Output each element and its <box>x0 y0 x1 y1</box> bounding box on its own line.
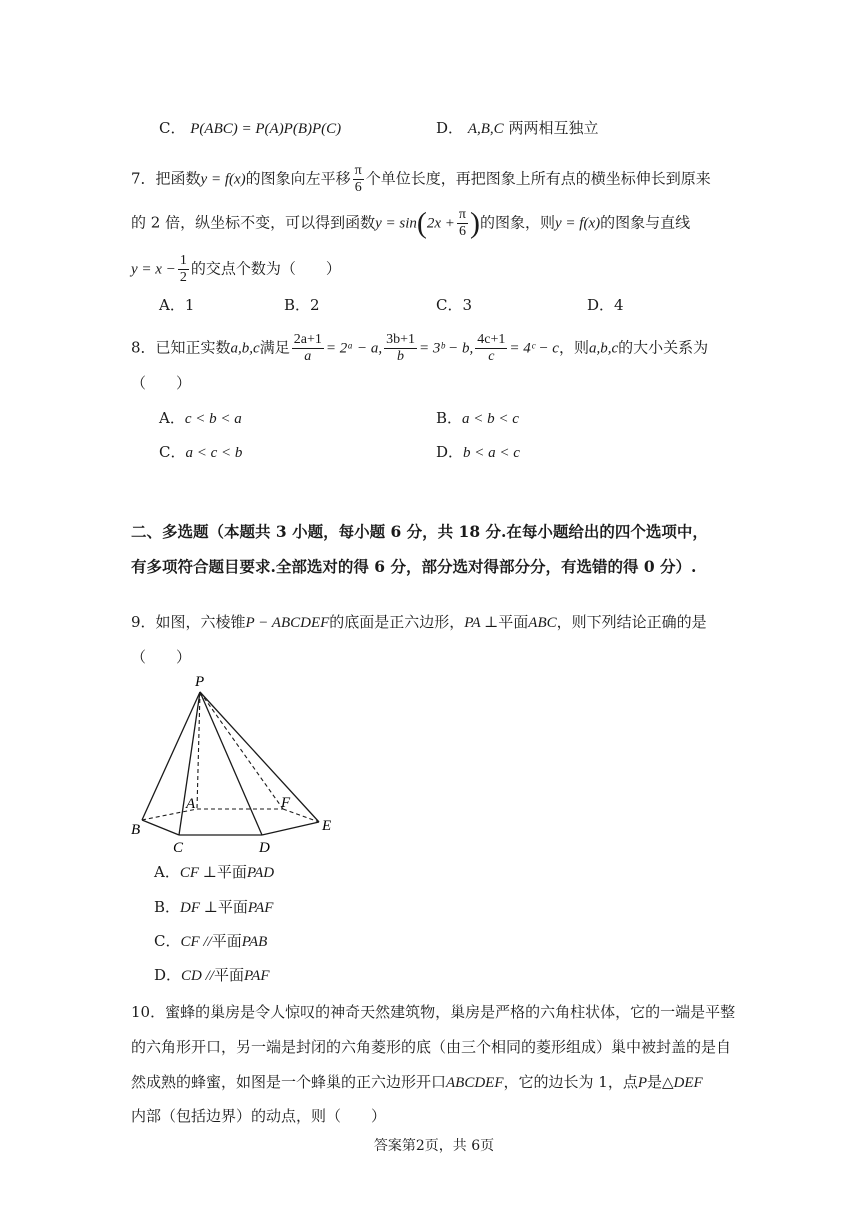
option-label: C． <box>159 119 186 137</box>
q7-line1 <box>131 163 711 196</box>
numerator: π <box>458 207 466 222</box>
option-label: C． <box>154 932 181 950</box>
q7-option-a: A．1 <box>159 296 195 314</box>
q10-line4: 内部（包括边界）的动点，则（ ） <box>131 1107 387 1125</box>
q9-line2: （ ） <box>131 648 192 666</box>
option-math: PAF <box>243 968 270 984</box>
text: 的图象与直线 <box>600 213 691 232</box>
math: ABC <box>528 615 557 631</box>
denominator: 6 <box>354 180 362 195</box>
q8-option-c <box>159 442 242 463</box>
numerator: 4c+1 <box>477 332 506 347</box>
section2-heading-line2: 有多项符合题目要求.全部选对的得 6 分，部分选对得部分分，有选错的得 0 分）. <box>131 557 697 576</box>
option-label: A． <box>159 409 185 427</box>
denominator: a <box>304 349 312 364</box>
denominator: c <box>488 349 495 364</box>
option-label: A． <box>154 863 180 881</box>
text: ，则下列结论正确的是 <box>556 613 707 631</box>
vertex-label-p: P <box>195 674 205 690</box>
q9-option-c <box>154 931 267 952</box>
edge-pe <box>200 692 319 822</box>
pyramid-figure <box>125 668 345 858</box>
text: 9．如图，六棱锥 <box>131 613 246 631</box>
q8-line1 <box>131 332 708 365</box>
math: = 4ᶜ − c <box>509 340 559 357</box>
option-math: PAB <box>241 934 268 950</box>
vertex-label-f: F <box>281 795 291 811</box>
fraction <box>475 332 507 365</box>
option-label: D． <box>436 119 464 137</box>
math: P − ABCDEF <box>245 615 330 631</box>
option-math: a < b < c <box>462 411 519 427</box>
text: ，则 <box>558 338 589 357</box>
option-math: a < c < b <box>185 445 243 461</box>
vertex-label-b: B <box>131 822 141 838</box>
option-math: PAD <box>246 865 275 881</box>
q8-line2: （ ） <box>131 374 192 392</box>
option-math: PAF <box>247 900 274 916</box>
numerator: π <box>354 163 362 178</box>
q10-line1: 10．蜜蜂的巢房是令人惊叹的神奇天然建筑物，巢房是严格的六角柱状体，它的一端是平整 <box>131 1003 736 1021</box>
math: ABCDEF <box>446 1075 504 1091</box>
fraction <box>353 163 364 196</box>
q8-option-b <box>436 408 519 429</box>
text: 的底面是正六边形， <box>329 613 465 631</box>
option-text: 平面 <box>211 932 242 950</box>
math: P <box>637 1075 647 1091</box>
fraction <box>384 332 417 365</box>
paren: ) <box>470 206 480 240</box>
text: 的大小关系为 <box>618 338 709 357</box>
math: △DEF <box>662 1075 703 1091</box>
numerator: 2a+1 <box>293 332 322 347</box>
q7-line3 <box>131 253 341 286</box>
option-text: 平面 <box>213 966 244 984</box>
paren: ( <box>416 206 427 240</box>
math: y = f(x) <box>555 215 601 232</box>
option-label: D． <box>436 443 464 461</box>
option-math: DF ⊥ <box>180 900 218 916</box>
math: = 3ᵇ − b, <box>418 340 474 357</box>
text: ，它的边长为 1，点 <box>503 1073 638 1091</box>
option-math: CD // <box>181 968 214 984</box>
vertex-label-d: D <box>259 840 270 856</box>
option-label: C． <box>159 443 186 461</box>
text: 平面 <box>498 613 529 631</box>
q9-option-d <box>154 965 270 986</box>
vertex-label-e: E <box>322 818 332 834</box>
option-math: CF // <box>180 934 212 950</box>
q7-option-d: D．4 <box>587 296 624 314</box>
math: y = x − <box>131 261 176 278</box>
text: 的交点个数为（ ） <box>190 259 341 278</box>
text: 7．把函数 <box>131 169 201 188</box>
q7-option-c: C．3 <box>436 296 473 314</box>
option-text: 两两相互独立 <box>508 119 599 137</box>
q9-line1 <box>131 612 707 633</box>
vertex-label-a: A <box>186 796 196 812</box>
edge-pd <box>200 692 262 835</box>
q10-line3 <box>131 1072 703 1093</box>
edge-bc <box>142 820 179 835</box>
q9-option-a <box>154 862 274 883</box>
numerator: 1 <box>179 253 187 268</box>
option-text: 平面 <box>216 863 247 881</box>
denominator: 2 <box>179 270 187 285</box>
q10-line2: 的六角形开口，另一端是封闭的六角菱形的底（由三个相同的菱形组成）巢中被封盖的是自 <box>131 1038 732 1056</box>
math: a,b,c <box>230 340 260 357</box>
math: y = sin <box>375 215 417 232</box>
text: 然成熟的蜂蜜，如图是一个蜂巢的正六边形开口 <box>131 1073 447 1091</box>
edge-de <box>262 822 319 835</box>
numerator: 3b+1 <box>386 332 415 347</box>
section2-heading-line1: 二、多选题（本题共 3 小题，每小题 6 分，共 18 分.在每小题给出的四个选项中， <box>131 522 708 541</box>
denominator: 6 <box>458 224 466 239</box>
option-math: A,B,C <box>467 121 504 137</box>
math: PA ⊥ <box>464 615 499 631</box>
math: = 2ᵃ − a, <box>325 340 383 357</box>
fraction <box>178 253 189 286</box>
option-label: B． <box>154 898 181 916</box>
text: 的图象向左平移 <box>245 169 351 188</box>
q8-option-a <box>159 408 242 429</box>
math: 2x + <box>426 215 455 232</box>
text: 满足 <box>259 338 290 357</box>
text: 个单位长度，再把图象上所有点的横坐标伸长到原来 <box>365 169 711 188</box>
option-math: b < a < c <box>463 445 520 461</box>
denominator: b <box>397 349 405 364</box>
q6-option-d <box>436 118 598 139</box>
option-math: c < b < a <box>184 411 242 427</box>
q7-line2 <box>131 207 690 240</box>
q7-option-b: B．2 <box>284 296 320 314</box>
math: a,b,c <box>588 340 619 357</box>
fraction <box>292 332 324 365</box>
option-label: D． <box>154 966 182 984</box>
option-label: B． <box>436 409 463 427</box>
edge-pc <box>179 692 200 835</box>
vertex-label-c: C <box>173 840 184 856</box>
math: y = f(x) <box>200 171 246 188</box>
edge-pf <box>200 692 283 809</box>
text: 是 <box>647 1073 663 1091</box>
page-number: 答案第2页，共 6页 <box>373 1138 495 1154</box>
q9-option-b <box>154 897 273 918</box>
option-math: CF ⊥ <box>179 865 217 881</box>
text: 8．已知正实数 <box>131 338 231 357</box>
text: 的 2 倍，纵坐标不变，可以得到函数 <box>131 213 376 232</box>
fraction <box>457 207 468 240</box>
option-math: P(ABC) = P(A)P(B)P(C) <box>190 121 342 137</box>
option-text: 平面 <box>217 898 248 916</box>
q6-option-c <box>159 118 341 139</box>
text: 的图象，则 <box>480 213 556 232</box>
q8-option-d <box>436 442 520 463</box>
